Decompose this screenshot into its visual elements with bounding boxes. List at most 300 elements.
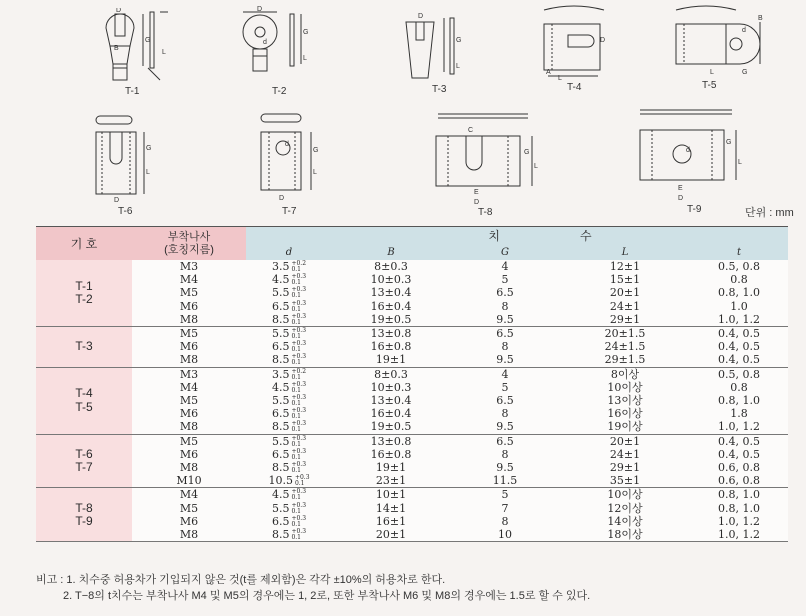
- d-tolerance: [291, 354, 306, 366]
- table-row: [36, 394, 788, 407]
- d-tol-upper: +0.3: [291, 286, 307, 294]
- screw-cell: M10: [132, 474, 246, 488]
- d-tol-upper: +0.3: [291, 299, 307, 307]
- table-row: [36, 327, 788, 341]
- terminal-t9-drawing: [630, 104, 750, 204]
- d-tol-lower: 0.1: [291, 373, 301, 381]
- screw-cell: M5: [179, 501, 199, 515]
- d-value: 4.5: [271, 380, 290, 394]
- d-tol-lower: 0.1: [291, 266, 301, 273]
- l-cell: 29±1.5: [560, 353, 690, 367]
- screw-cell: M4: [179, 488, 199, 502]
- d-tol-lower: 0.1: [291, 467, 301, 475]
- d-cell: [246, 353, 332, 367]
- group-symbol-cell: [36, 327, 132, 368]
- l-cell: 24±1: [609, 299, 641, 313]
- g-cell: 8: [501, 407, 509, 421]
- group-symbol: T-9: [75, 513, 93, 528]
- d-value: 4.5: [271, 488, 290, 502]
- d-value: 6.5: [271, 407, 290, 421]
- d-tolerance: [291, 529, 306, 541]
- d-tol-upper: +0.2: [291, 260, 307, 267]
- g-cell: 6.5: [496, 286, 514, 300]
- d-value: 5.5: [271, 394, 290, 408]
- b-cell: 10±1: [375, 488, 407, 502]
- table-row: [36, 300, 788, 313]
- g-cell: 11.5: [450, 474, 560, 488]
- svg-text:C: C: [468, 127, 474, 134]
- col-t-header: t: [690, 244, 788, 260]
- l-cell: 20±1.5: [604, 327, 646, 341]
- d-tol-lower: 0.1: [291, 534, 301, 542]
- d-tol-lower: 0.1: [291, 507, 301, 515]
- table-row: [36, 502, 788, 515]
- terminal-t8-drawing: [428, 108, 548, 208]
- table-row: [36, 488, 788, 502]
- l-cell: 16이상: [607, 407, 643, 421]
- d-tolerance: [291, 314, 306, 326]
- spec-table: [36, 226, 788, 542]
- d-tol-lower: 0.1: [291, 520, 301, 528]
- svg-text:L: L: [303, 55, 307, 62]
- g-cell: 9.5: [450, 420, 560, 434]
- d-value: 5.5: [271, 286, 290, 300]
- group-symbol: T-7: [75, 460, 93, 475]
- note-1: 비고 : 1. 치수중 허용차가 기입되지 않은 것(t를 제외함)은 각각 ±10%의 허용차로 한다.: [36, 574, 446, 586]
- d-cell: [246, 340, 332, 353]
- d-tol-upper: +0.3: [291, 488, 307, 496]
- t-cell: 0.4, 0.5: [718, 327, 760, 341]
- d-tol-upper: +0.3: [291, 447, 307, 455]
- l-cell: 10이상: [607, 380, 643, 394]
- g-cell: 8: [501, 299, 509, 313]
- d-value: 10.5: [268, 474, 293, 488]
- d-tol-lower: 0.1: [291, 453, 301, 461]
- svg-text:L: L: [534, 163, 538, 170]
- d-cell: [246, 528, 332, 542]
- t-cell: 0.6, 0.8: [690, 474, 788, 488]
- table-row: [36, 474, 788, 488]
- table-row: [36, 340, 788, 353]
- figure-t8: [428, 108, 548, 208]
- g-cell: 8: [501, 340, 509, 354]
- figure-label-t8: T-8: [478, 207, 493, 218]
- spec-table-body: [36, 260, 788, 542]
- d-tolerance: [291, 261, 306, 273]
- figure-label-t6: T-6: [118, 206, 133, 217]
- figure-label-t2: T-2: [272, 86, 287, 97]
- group-symbol: T-2: [75, 292, 93, 306]
- d-tolerance: [291, 449, 306, 461]
- table-row: [36, 434, 788, 448]
- d-tol-upper: +0.3: [291, 353, 307, 361]
- l-cell: 12±1: [609, 260, 641, 273]
- svg-text:E: E: [474, 189, 479, 196]
- table-row: [36, 260, 788, 273]
- d-tol-upper: +0.3: [291, 273, 307, 281]
- d-tol-upper: +0.3: [291, 420, 307, 428]
- d-tol-upper: +0.3: [291, 528, 307, 536]
- l-cell: 18이상: [560, 528, 690, 542]
- g-cell: 9.5: [496, 461, 514, 475]
- d-value: 8.5: [271, 312, 290, 326]
- l-cell: 35±1: [560, 474, 690, 488]
- b-cell: 19±1: [375, 461, 407, 475]
- table-row: [36, 286, 788, 299]
- screw-cell: M5: [179, 434, 199, 448]
- d-tol-upper: +0.3: [291, 380, 307, 388]
- figure-label-t9: T-9: [687, 204, 702, 215]
- figure-t1: [88, 8, 178, 88]
- d-tol-upper: +0.3: [294, 474, 310, 482]
- l-cell: 24±1: [609, 447, 641, 461]
- d-tolerance: [291, 382, 306, 394]
- t-cell: 1.0: [730, 299, 748, 313]
- t-cell: 0.5, 0.8: [718, 260, 760, 273]
- figure-t5: [670, 2, 770, 82]
- b-cell: 8±0.3: [374, 260, 408, 273]
- figure-label-t5: T-5: [702, 80, 717, 91]
- svg-text:L: L: [456, 63, 460, 70]
- d-cell: [246, 260, 332, 273]
- d-value: 5.5: [271, 501, 290, 515]
- g-cell: 6.5: [496, 327, 514, 341]
- l-cell: 15±1: [609, 273, 641, 287]
- t-cell: 0.4, 0.5: [718, 434, 760, 448]
- figure-t7: [255, 108, 335, 208]
- d-cell: [246, 515, 332, 528]
- svg-text:A: A: [546, 69, 551, 76]
- d-cell: [246, 502, 332, 515]
- screw-header: [132, 227, 246, 261]
- svg-text:d: d: [686, 147, 690, 154]
- d-tolerance: [291, 503, 306, 515]
- b-cell: 8±0.3: [374, 367, 408, 381]
- screw-cell: M8: [132, 313, 246, 327]
- d-value: 3.5: [271, 260, 290, 273]
- d-tolerance: [291, 516, 306, 528]
- screw-cell: M6: [179, 514, 199, 528]
- svg-text:L: L: [710, 69, 714, 76]
- g-cell: 9.5: [450, 353, 560, 367]
- d-tol-lower: 0.1: [291, 440, 301, 448]
- screw-cell: M8: [132, 353, 246, 367]
- figure-t4: [538, 2, 618, 84]
- l-cell: 14이상: [607, 514, 643, 528]
- svg-text:E: E: [678, 185, 683, 192]
- svg-text:G: G: [303, 29, 309, 36]
- group-symbol: T-1: [75, 278, 93, 293]
- svg-text:D: D: [678, 195, 684, 202]
- l-cell: 24±1.5: [604, 340, 646, 354]
- table-row: [36, 461, 788, 474]
- unit-label: 단위 : mm: [745, 207, 794, 219]
- d-tol-lower: 0.1: [291, 359, 301, 367]
- terminal-t4-drawing: [538, 2, 618, 84]
- b-cell: 20±1: [332, 528, 450, 542]
- d-value: 4.5: [271, 273, 290, 287]
- b-cell: 19±0.5: [332, 313, 450, 327]
- figure-t3: [398, 12, 473, 84]
- d-value: 6.5: [271, 514, 290, 528]
- d-tol-upper: +0.3: [291, 501, 307, 509]
- svg-text:G: G: [726, 139, 732, 146]
- l-cell: 10이상: [607, 488, 643, 502]
- b-cell: 16±0.4: [370, 299, 412, 313]
- d-tol-lower: 0.1: [291, 292, 301, 300]
- svg-text:d: d: [742, 27, 746, 34]
- d-cell: [246, 367, 332, 381]
- terminal-t2-drawing: [235, 4, 310, 84]
- b-cell: 13±0.4: [370, 394, 412, 408]
- d-cell: [246, 327, 332, 341]
- figure-t9: [630, 104, 750, 204]
- d-cell: [246, 300, 332, 313]
- svg-text:L: L: [162, 49, 166, 56]
- g-cell: 4: [501, 367, 509, 381]
- d-tol-upper: +0.3: [291, 461, 307, 469]
- b-cell: 19±0.5: [332, 420, 450, 434]
- l-cell: 8이상: [610, 367, 640, 381]
- g-cell: 6.5: [496, 434, 514, 448]
- terminal-t7-drawing: [255, 108, 335, 208]
- table-row: [36, 420, 788, 434]
- d-tol-upper: +0.3: [291, 434, 307, 442]
- d-cell: [246, 273, 332, 286]
- t-cell: 0.4, 0.5: [718, 340, 760, 354]
- table-row: [36, 381, 788, 394]
- d-tol-upper: +0.3: [291, 514, 307, 522]
- symbol-header: 기 호: [36, 227, 132, 261]
- d-tol-upper: +0.3: [291, 407, 307, 415]
- g-cell: 7: [501, 501, 509, 515]
- t-cell: 0.8, 1.0: [718, 286, 760, 300]
- g-cell: 6.5: [496, 394, 514, 408]
- g-cell: 8: [501, 447, 509, 461]
- d-value: 6.5: [271, 340, 290, 354]
- group-symbol-cell: [36, 367, 132, 434]
- l-cell: 20±1: [609, 434, 641, 448]
- svg-text:B: B: [114, 45, 119, 52]
- table-row: [36, 515, 788, 528]
- screw-cell: M8: [132, 528, 246, 542]
- group-symbol: T-6: [75, 446, 93, 461]
- svg-text:L: L: [738, 159, 742, 166]
- screw-cell: M6: [179, 340, 199, 354]
- d-cell: [246, 394, 332, 407]
- d-cell: [246, 448, 332, 461]
- t-cell: 0.4, 0.5: [690, 353, 788, 367]
- d-tol-upper: +0.3: [291, 340, 307, 348]
- svg-text:d: d: [263, 39, 267, 46]
- g-cell: 8: [501, 514, 509, 528]
- figure-t6: [88, 108, 168, 208]
- d-cell: [246, 434, 332, 448]
- b-cell: 23±1: [332, 474, 450, 488]
- d-cell: [246, 474, 332, 488]
- screw-cell: M8: [179, 461, 199, 475]
- screw-cell: M4: [179, 273, 199, 287]
- d-tolerance: [291, 462, 306, 474]
- g-cell: 5: [501, 488, 509, 502]
- d-tolerance: [295, 475, 310, 487]
- d-tol-lower: 0.1: [291, 494, 301, 502]
- svg-text:D: D: [474, 199, 480, 206]
- d-cell: [246, 313, 332, 327]
- d-tolerance: [291, 395, 306, 407]
- d-tolerance: [291, 489, 306, 501]
- svg-text:L: L: [146, 169, 150, 176]
- d-value: 5.5: [271, 327, 290, 341]
- t-cell: 0.6, 0.8: [718, 461, 760, 475]
- col-L-header: L: [560, 244, 690, 260]
- d-tol-upper: +0.3: [291, 327, 307, 335]
- svg-text:d: d: [285, 141, 289, 148]
- svg-text:D: D: [116, 8, 122, 14]
- d-cell: [246, 407, 332, 420]
- d-tolerance: [291, 436, 306, 448]
- d-value: 3.5: [271, 367, 290, 381]
- table-row: [36, 273, 788, 286]
- terminal-t5-drawing: [670, 2, 770, 82]
- d-tol-lower: 0.1: [291, 400, 301, 408]
- table-row: [36, 407, 788, 420]
- screw-cell: M5: [179, 327, 199, 341]
- screw-cell: M5: [179, 286, 199, 300]
- b-cell: 16±0.8: [370, 340, 412, 354]
- svg-text:D: D: [114, 197, 120, 204]
- group-symbol-cell: [36, 488, 132, 542]
- b-cell: 16±0.4: [370, 407, 412, 421]
- group-symbol-cell: [36, 260, 132, 327]
- t-cell: 0.8: [730, 380, 748, 394]
- d-tol-lower: 0.1: [291, 346, 301, 354]
- d-tol-upper: +0.3: [291, 394, 307, 402]
- d-value: 8.5: [271, 528, 290, 542]
- table-row: [36, 528, 788, 542]
- b-cell: 13±0.4: [370, 286, 412, 300]
- g-cell: 5: [501, 380, 509, 394]
- svg-text:D: D: [600, 37, 606, 44]
- svg-text:D: D: [279, 195, 285, 202]
- b-cell: 10±0.3: [370, 380, 412, 394]
- b-cell: 13±0.8: [370, 434, 412, 448]
- svg-text:G: G: [742, 69, 748, 76]
- g-cell: 10: [450, 528, 560, 542]
- figure-t2: [235, 4, 310, 84]
- b-cell: 19±1: [332, 353, 450, 367]
- l-cell: 29±1: [560, 313, 690, 327]
- col-G-header: G: [450, 244, 560, 260]
- d-value: 8.5: [271, 420, 290, 434]
- group-symbol: T-3: [75, 339, 93, 354]
- terminal-t1-drawing: [88, 8, 178, 88]
- col-d-header: d: [246, 244, 332, 260]
- svg-text:D: D: [257, 6, 263, 13]
- d-tolerance: [291, 274, 306, 286]
- d-value: 8.5: [271, 353, 290, 367]
- terminal-t6-drawing: [88, 108, 168, 208]
- d-tol-lower: 0.1: [291, 305, 301, 313]
- t-cell: 1.8: [730, 407, 748, 421]
- screw-cell: M8: [132, 420, 246, 434]
- d-cell: [246, 461, 332, 474]
- svg-text:B: B: [758, 15, 763, 22]
- screw-cell: M3: [179, 260, 199, 273]
- svg-text:G: G: [313, 147, 319, 154]
- d-tolerance: [291, 301, 306, 313]
- svg-text:G: G: [456, 37, 462, 44]
- g-cell: 9.5: [450, 313, 560, 327]
- d-tolerance: [291, 341, 306, 353]
- figure-label-t7: T-7: [282, 206, 297, 217]
- t-cell: 0.8, 1.0: [718, 501, 760, 515]
- table-row: [36, 448, 788, 461]
- dim-header-left: 치: [246, 227, 560, 245]
- screw-cell: M6: [179, 407, 199, 421]
- l-cell: 19이상: [560, 420, 690, 434]
- l-cell: 12이상: [607, 501, 643, 515]
- t-cell: 0.8, 1.0: [718, 394, 760, 408]
- b-cell: 10±0.3: [370, 273, 412, 287]
- d-cell: [246, 286, 332, 299]
- d-tolerance: [291, 328, 306, 340]
- d-tol-lower: 0.1: [291, 333, 301, 341]
- svg-text:G: G: [145, 37, 151, 44]
- d-tolerance: [291, 421, 306, 433]
- t-cell: 1.0, 1.2: [690, 313, 788, 327]
- group-symbol: T-5: [75, 399, 93, 414]
- svg-text:L: L: [558, 75, 562, 82]
- d-tol-lower: 0.1: [291, 426, 301, 434]
- t-cell: 0.8: [730, 273, 748, 287]
- figure-label-t1: T-1: [125, 86, 140, 97]
- table-row: [36, 367, 788, 381]
- svg-text:G: G: [524, 149, 530, 156]
- d-tol-lower: 0.1: [291, 279, 301, 287]
- group-symbol: T-4: [75, 386, 93, 401]
- b-cell: 13±0.8: [370, 327, 412, 341]
- t-cell: 1.0, 1.2: [718, 514, 760, 528]
- b-cell: 14±1: [375, 501, 407, 515]
- d-tol-lower: 0.1: [291, 386, 301, 394]
- d-cell: [246, 488, 332, 502]
- t-cell: 1.0, 1.2: [690, 528, 788, 542]
- d-cell: [246, 420, 332, 434]
- screw-cell: M3: [179, 367, 199, 381]
- t-cell: 0.5, 0.8: [718, 367, 760, 381]
- svg-text:L: L: [313, 169, 317, 176]
- d-tol-lower: 0.1: [291, 318, 301, 326]
- d-tolerance: [291, 408, 306, 420]
- d-value: 6.5: [271, 447, 290, 461]
- d-value: 8.5: [271, 461, 290, 475]
- d-value: 5.5: [271, 434, 290, 448]
- d-cell: [246, 381, 332, 394]
- b-cell: 16±1: [375, 514, 407, 528]
- dim-header-right: 수: [560, 227, 788, 245]
- g-cell: 5: [501, 273, 509, 287]
- d-tol-lower: 0.1: [294, 480, 305, 488]
- d-tol-upper: +0.2: [291, 367, 307, 375]
- t-cell: 1.0, 1.2: [690, 420, 788, 434]
- notes: [36, 572, 590, 604]
- group-symbol: T-8: [75, 500, 93, 515]
- g-cell: 4: [501, 260, 509, 273]
- table-row: [36, 353, 788, 367]
- t-cell: 0.8, 1.0: [718, 488, 760, 502]
- col-B-header: B: [332, 244, 450, 260]
